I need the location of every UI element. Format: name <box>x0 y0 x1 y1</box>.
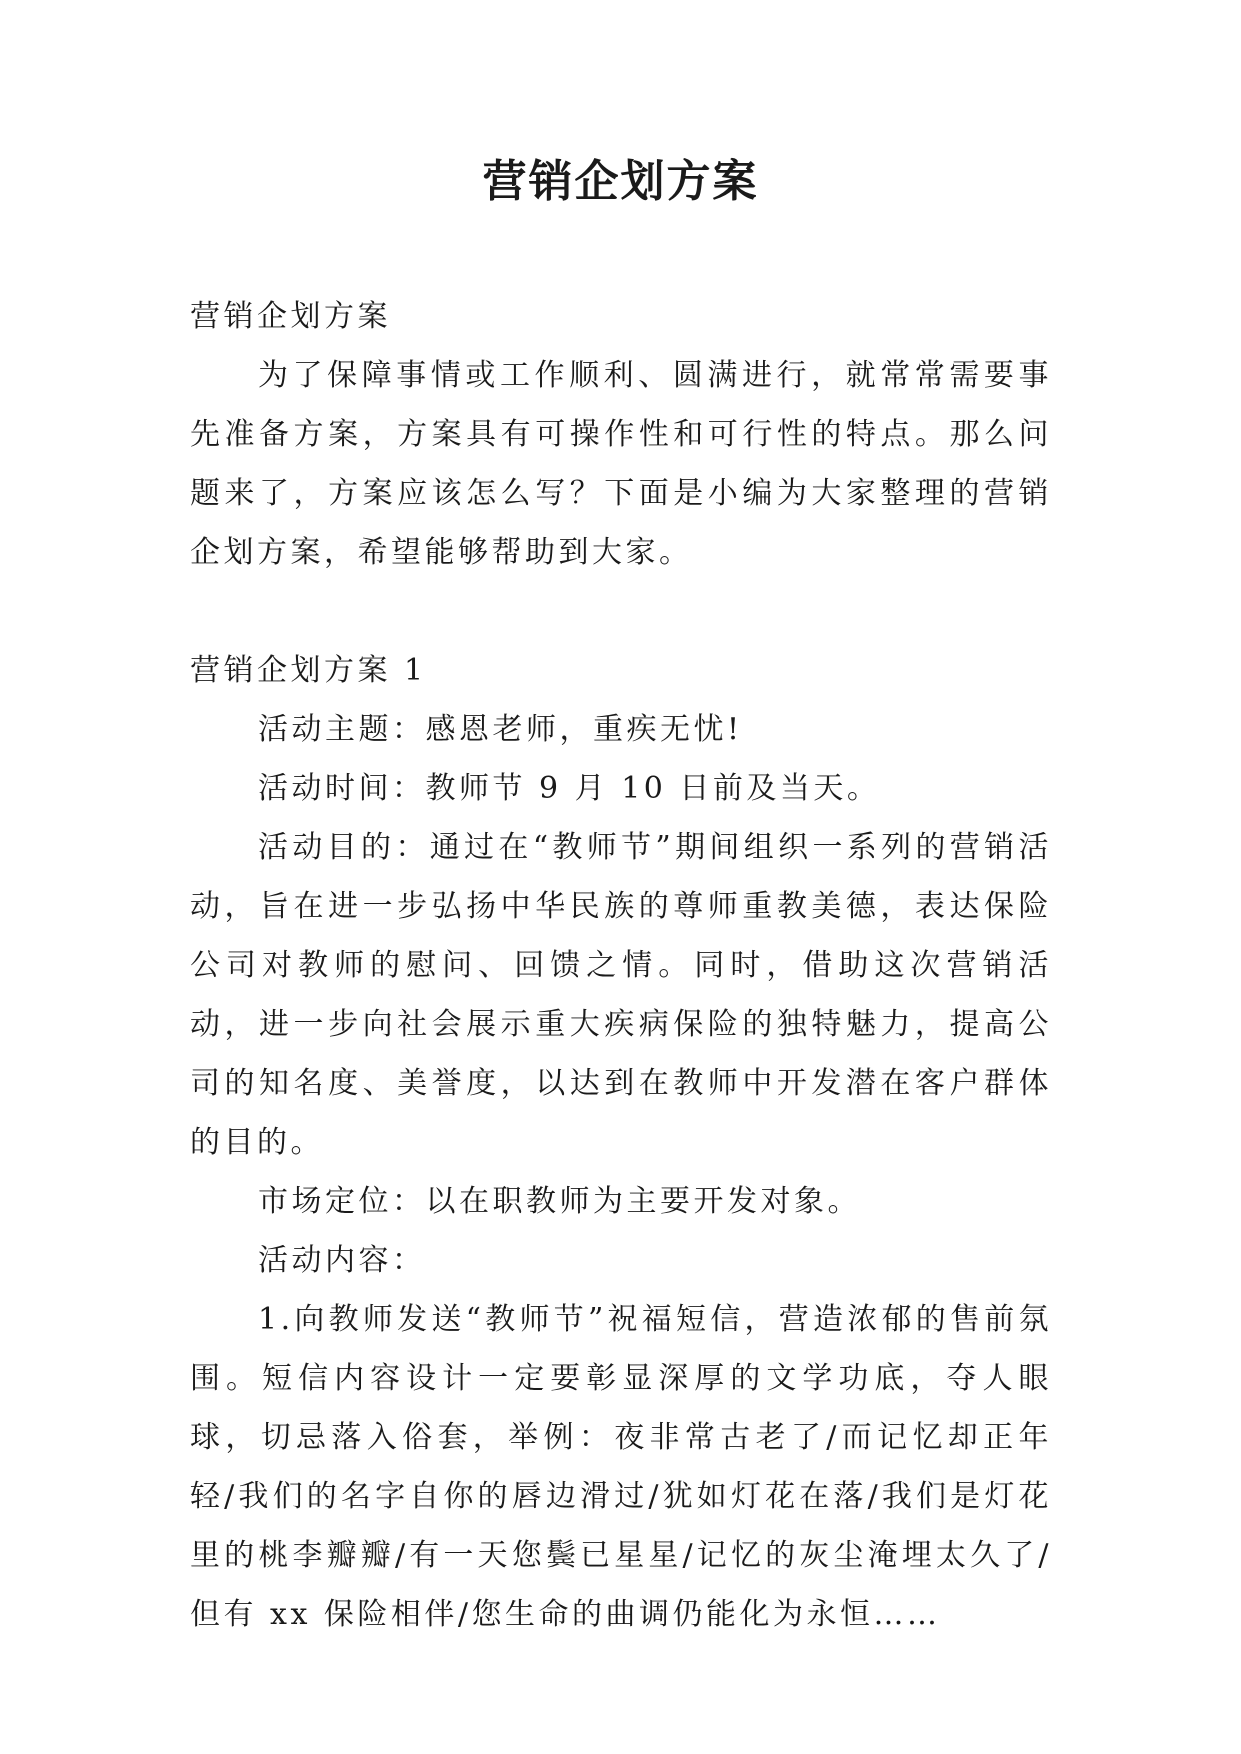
activity-time-paragraph: 活动时间：教师节 9 月 10 日前及当天。 <box>258 771 881 806</box>
activity-theme-paragraph: 活动主题：感恩老师，重疾无忧! <box>258 712 743 747</box>
document-body <box>190 287 1052 1644</box>
sms-greeting-paragraph: 1.向教师发送“教师节”祝福短信，营造浓郁的售前氛围。短信内容设计一定要彰显深厚的文学功底，夺人眼球，切忌落入俗套，举例：夜非常古老了/而记忆却正年轻/我们的名字自你的唇边滑过/犹如灯花在落/我们是灯花里的桃李瓣瓣/有一天您鬓已星星/记忆的灰尘淹埋太久了/但有 xx 保险相伴/您生命的曲调仍能化为永恒…… <box>190 1302 1052 1632</box>
section-spacer <box>190 582 1052 641</box>
intro-paragraph: 为了保障事情或工作顺利、圆满进行，就常常需要事先准备方案，方案具有可操作性和可行性的特点。那么问题来了，方案应该怎么写？下面是小编为大家整理的营销企划方案，希望能够帮助到大家。 <box>190 358 1052 570</box>
intro-heading: 营销企划方案 <box>190 299 391 334</box>
market-positioning-paragraph: 市场定位：以在职教师为主要开发对象。 <box>258 1184 861 1219</box>
document-title: 营销企划方案 <box>482 156 759 207</box>
section1-heading: 营销企划方案 1 <box>190 653 427 688</box>
activity-purpose-paragraph: 活动目的：通过在“教师节”期间组织一系列的营销活动，旨在进一步弘扬中华民族的尊师重教美德，表达保险公司对教师的慰问、回馈之情。同时，借助这次营销活动，进一步向社会展示重大疾病保险的独特魅力，提高公司的知名度、美誉度，以达到在教师中开发潜在客户群体的目的。 <box>190 830 1052 1160</box>
activity-content-heading: 活动内容： <box>258 1243 426 1278</box>
